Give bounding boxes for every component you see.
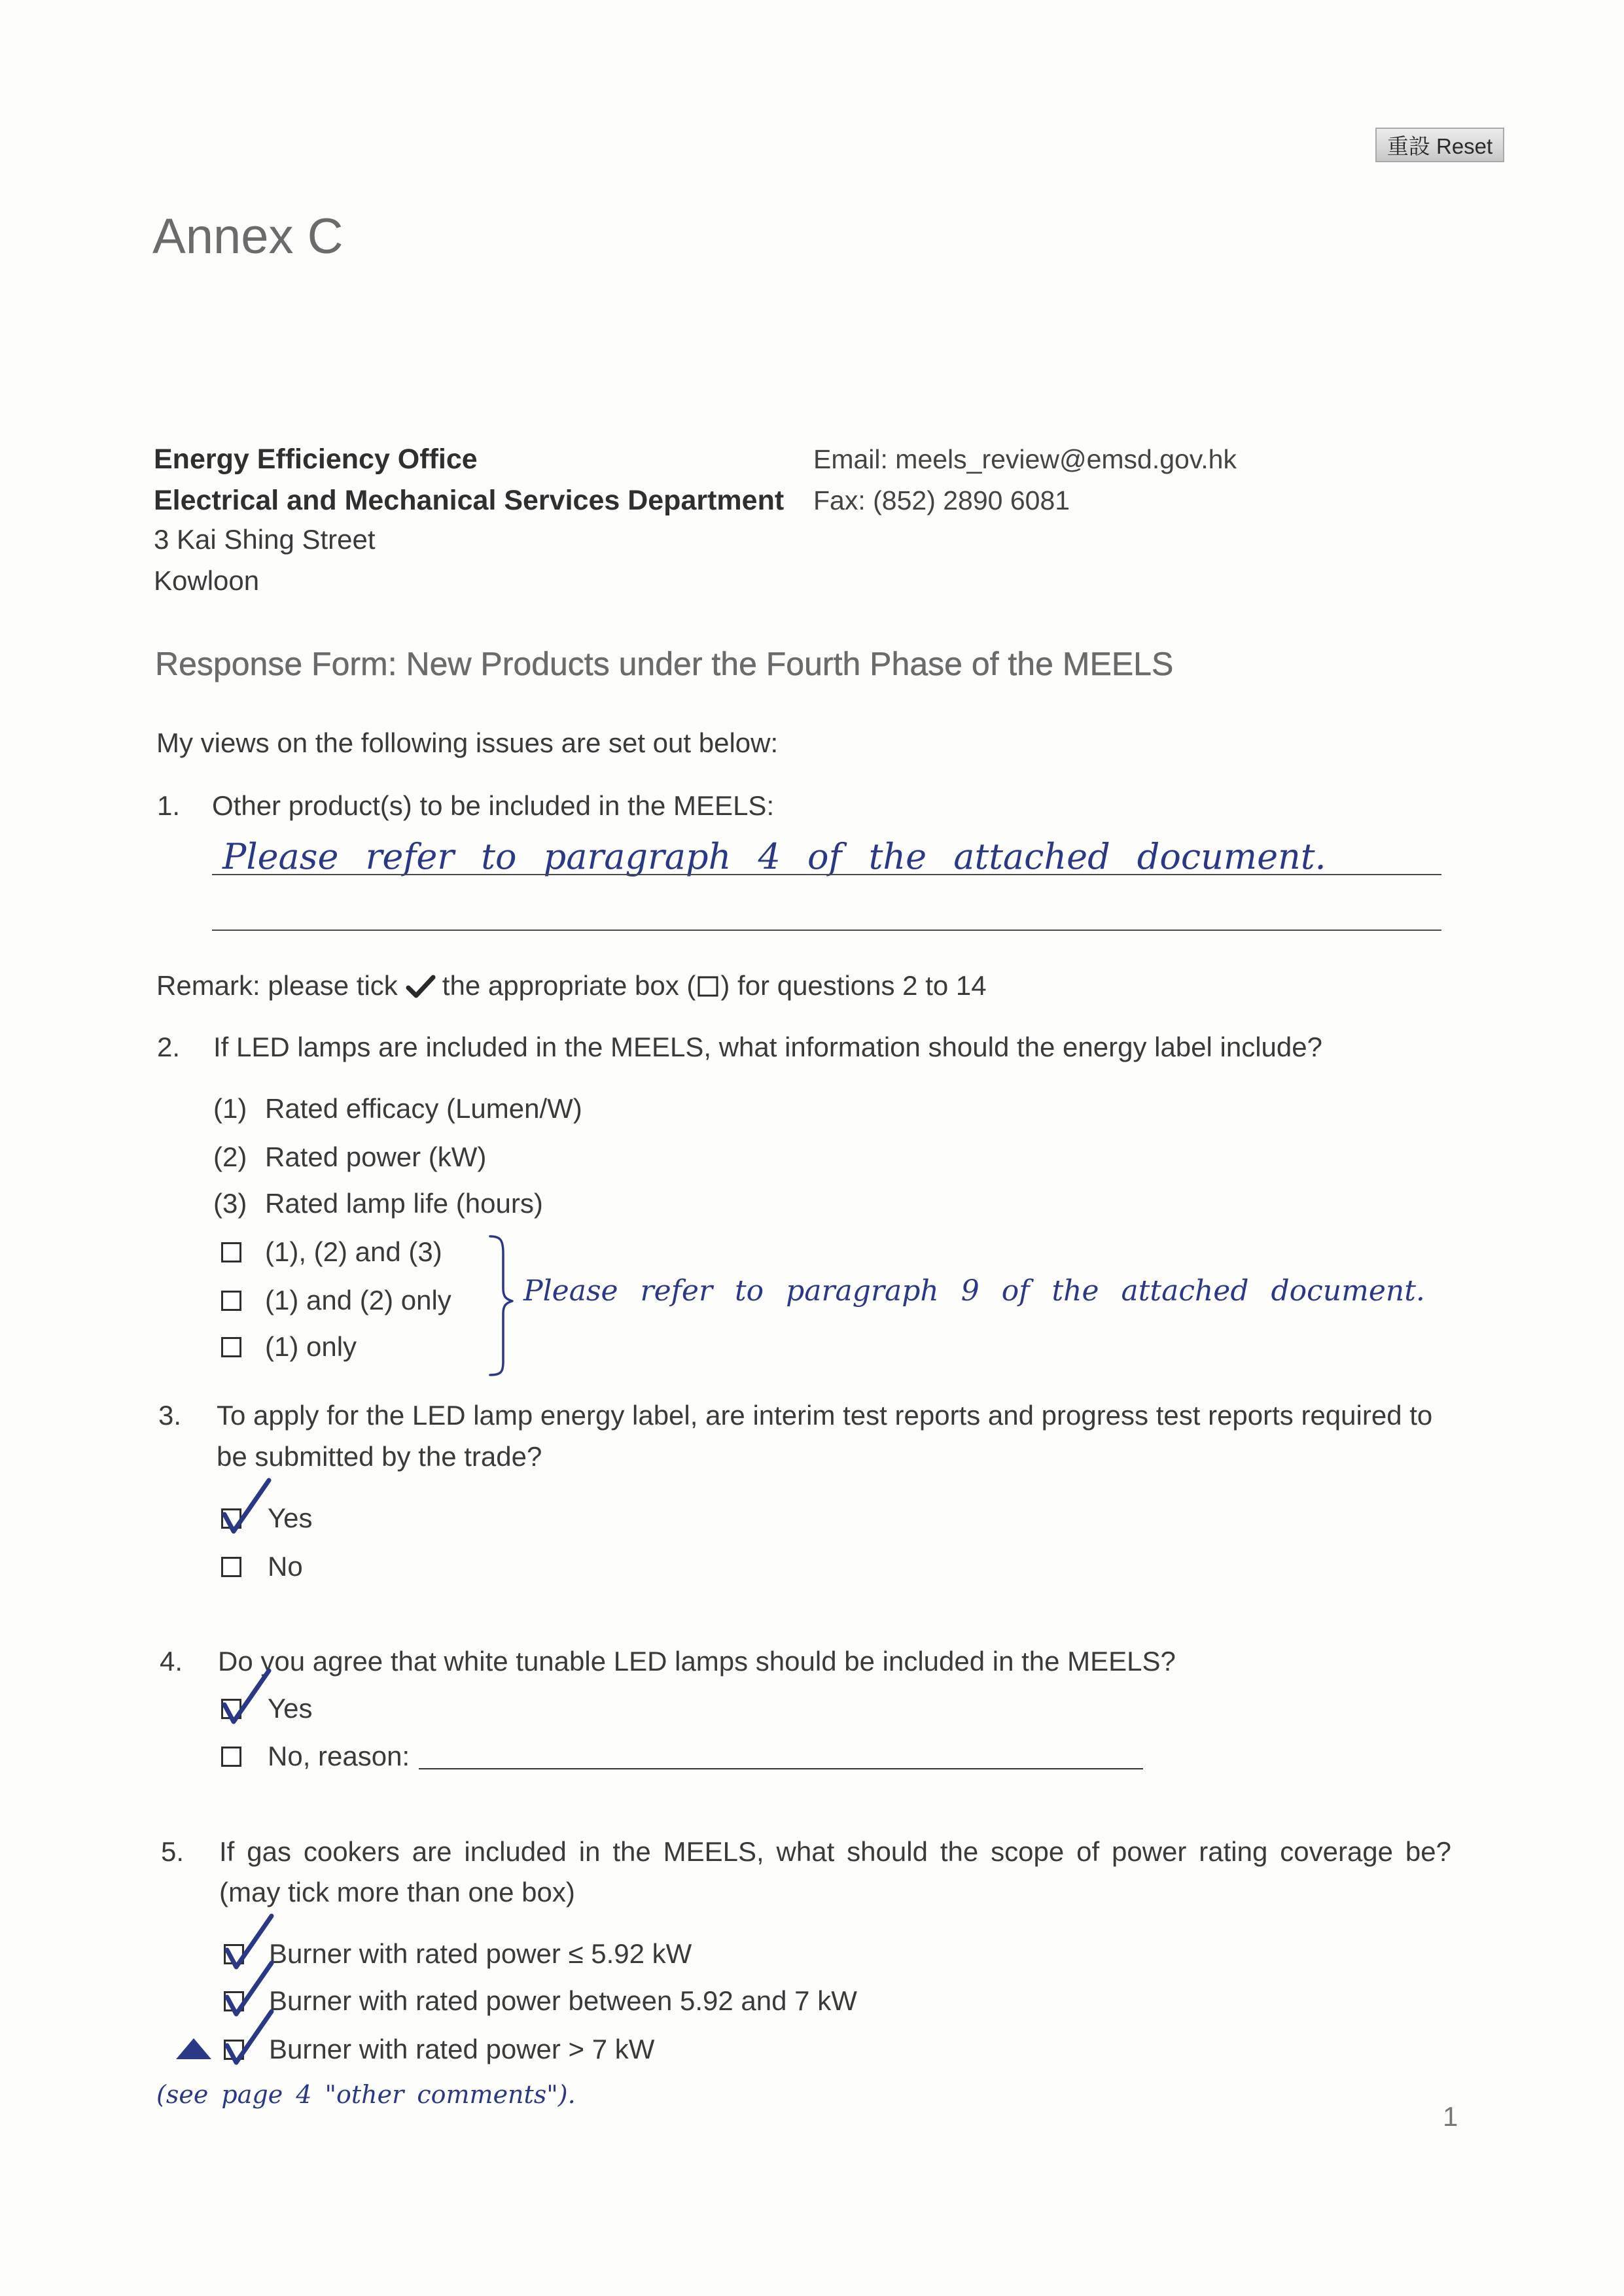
question-number: 1.	[157, 790, 181, 821]
tick-mark-icon	[218, 1475, 274, 1535]
option-label-wrapper	[268, 1740, 1143, 1773]
curly-brace-mark	[487, 1234, 516, 1379]
item-text: Rated efficacy (Lumen/W)	[265, 1093, 582, 1124]
item-number: (3)	[213, 1188, 247, 1219]
q2-item-1	[213, 1092, 582, 1125]
q5-option-1[interactable]	[224, 1938, 692, 1970]
question-number: 3.	[158, 1400, 182, 1431]
checkbox[interactable]	[221, 1699, 241, 1719]
question-4	[160, 1645, 1176, 1678]
q2-option-1[interactable]	[221, 1236, 442, 1268]
question-5	[161, 1835, 1451, 1868]
checkbox[interactable]	[221, 1747, 241, 1767]
checkbox[interactable]	[224, 2040, 244, 2060]
intro-text: My views on the following issues are set out below:	[156, 727, 779, 758]
q2-item-3	[213, 1187, 543, 1220]
district: Kowloon	[154, 565, 260, 596]
tick-mark-icon	[221, 2006, 277, 2066]
option-label: (1) only	[265, 1331, 357, 1362]
q2-item-2	[213, 1141, 486, 1174]
item-text: Rated lamp life (hours)	[265, 1188, 543, 1219]
question-1	[157, 790, 774, 822]
handwritten-note: Please refer to paragraph 9 of the attached document.	[523, 1274, 1425, 1308]
reason-input[interactable]	[419, 1746, 1143, 1769]
remark-middle: the appropriate box (	[442, 970, 696, 1001]
annex-title: Annex C	[152, 209, 344, 264]
question-3	[158, 1399, 1432, 1432]
form-title: Response Form: New Products under the Fourth Phase of the MEELS	[155, 646, 1174, 682]
check-mark-icon	[406, 973, 436, 1000]
tick-mark-icon	[218, 1665, 274, 1726]
question-text: If LED lamps are included in the MEELS, what information should the energy label include?	[213, 1032, 1322, 1062]
option-label: Burner with rated power ≤ 5.92 kW	[269, 1938, 692, 1969]
checkbox[interactable]	[221, 1242, 241, 1262]
option-label: Yes	[268, 1503, 313, 1533]
question-text: To apply for the LED lamp energy label, are interim test reports and progress test reports required to	[217, 1400, 1433, 1431]
option-label: Burner with rated power > 7 kW	[269, 2034, 655, 2064]
question-5-continued: (may tick more than one box)	[219, 1877, 575, 1907]
checkbox[interactable]	[221, 1557, 241, 1577]
question-text: If gas cookers are included in the MEELS, what should the scope of power rating coverage be?	[219, 1836, 1451, 1867]
checkbox[interactable]	[221, 1508, 241, 1529]
street-address: 3 Kai Shing Street	[154, 524, 376, 555]
remark-prefix: Remark: please tick	[156, 970, 398, 1001]
contact-fax: Fax: (852) 2890 6081	[813, 485, 1070, 515]
question-number: 4.	[160, 1646, 183, 1677]
handwritten-note: (see page 4 "other comments").	[156, 2080, 576, 2109]
question-number: 2.	[157, 1032, 181, 1062]
remark	[156, 969, 987, 1002]
q5-option-2[interactable]	[224, 1985, 857, 2017]
answer-line-1[interactable]	[212, 874, 1441, 875]
checkbox[interactable]	[221, 1337, 241, 1357]
checkbox[interactable]	[221, 1291, 241, 1311]
item-number: (1)	[213, 1093, 247, 1124]
option-label: No, reason:	[268, 1741, 410, 1771]
option-label: Yes	[268, 1693, 313, 1724]
triangle-marker-icon	[174, 2036, 213, 2061]
q5-option-3[interactable]	[224, 2033, 654, 2066]
department-name: Electrical and Mechanical Services Department	[154, 485, 785, 516]
q3-option-yes[interactable]	[221, 1502, 313, 1535]
reset-button[interactable]: 重設 Reset	[1375, 128, 1504, 162]
question-text: Other product(s) to be included in the MEELS:	[212, 790, 775, 821]
checkbox-icon	[697, 975, 719, 998]
question-text: Do you agree that white tunable LED lamps should be included in the MEELS?	[218, 1646, 1176, 1677]
page-number: 1	[1443, 2101, 1458, 2132]
item-text: Rated power (kW)	[265, 1141, 487, 1172]
office-name: Energy Efficiency Office	[154, 444, 478, 475]
q2-option-3[interactable]	[221, 1331, 357, 1363]
option-label: (1) and (2) only	[265, 1285, 451, 1315]
q4-option-no[interactable]	[221, 1740, 1143, 1773]
q3-option-no[interactable]	[221, 1550, 303, 1583]
remark-suffix: ) for questions 2 to 14	[720, 970, 987, 1001]
q2-option-2[interactable]	[221, 1284, 451, 1317]
answer-line-2[interactable]	[212, 930, 1441, 931]
option-label: Burner with rated power between 5.92 and 7 kW	[269, 1985, 857, 2016]
question-number: 5.	[161, 1836, 185, 1867]
question-2	[157, 1031, 1322, 1064]
item-number: (2)	[213, 1141, 247, 1172]
handwritten-answer: Please refer to paragraph 4 of the attached document.	[222, 836, 1326, 877]
option-label: No	[268, 1551, 303, 1582]
question-3-continued: be submitted by the trade?	[217, 1441, 542, 1472]
q4-option-yes[interactable]	[221, 1692, 313, 1725]
option-label: (1), (2) and (3)	[265, 1236, 442, 1267]
contact-email: Email: meels_review@emsd.gov.hk	[813, 444, 1237, 474]
